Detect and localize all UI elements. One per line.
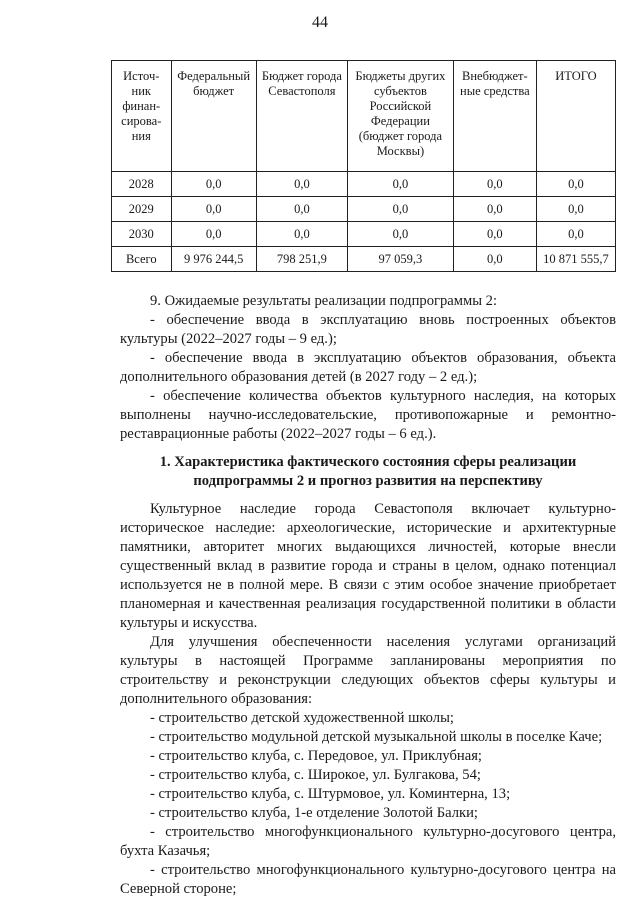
list-item: - обеспечение ввода в эксплуатацию вновь построенных объектов культуры (2022–2027 годы – 9 ед.); [120,312,616,347]
financing-table [111,60,616,272]
table-row-label: Всего [112,247,172,272]
list-item: - строительство модульной детской музыкальной школы в поселке Каче; [150,729,603,745]
list-item: - строительство клуба, с. Широкое, ул. Булгакова, 54; [150,767,481,783]
section-heading-line-1: 1. Характеристика фактического состояния сферы реализации [159,454,577,470]
table-cell: 0,0 [256,222,347,247]
table-cell: 9 976 244,5 [171,247,256,272]
paragraph-cultural-heritage: Культурное наследие города Севастополя включает культурно-историческое наследие: археологические, исторические и архитектурные памятники, авторитет многих выдающихся личностей, которые внесли существенный вклад в развитие города и страны в целом, однако потенциал используется не в полной мере. В связи с этим особое значение приобретает планомерная и качественная реализация государственной политики в области культуры и искусства. [120,501,616,631]
table-cell: 0,0 [256,172,347,197]
table-cell: 0,0 [171,222,256,247]
paragraph-improvement: Для улучшения обеспеченности населения услугами организаций культуры в настоящей Программе запланированы мероприятия по строительству и реконструкции следующих объектов сферы культуры и дополнительного образования: [120,634,616,707]
table-cell: 10 871 555,7 [536,247,615,272]
table-cell: 0,0 [348,197,454,222]
list-item: - строительство многофункционального культурно-досугового центра, бухта Казачья; [120,824,616,859]
table-cell: 0,0 [453,247,536,272]
table-header-row [112,61,616,172]
table-cell: 0,0 [536,172,615,197]
table-row-label: 2028 [112,172,172,197]
table-cell: 798 251,9 [256,247,347,272]
list-item: - обеспечение ввода в эксплуатацию объектов образования, объекта дополнительного образования детей (в 2027 году – 2 ед.); [120,350,616,385]
table-cell: 0,0 [256,197,347,222]
page-number: 44 [312,14,328,31]
table-cell: 0,0 [348,222,454,247]
section-9 [120,292,616,444]
section-1-body [120,500,616,899]
section-heading-line-2: подпрограммы 2 и прогноз развития на перспективу [193,473,543,489]
table-cell: 0,0 [453,197,536,222]
table-row [112,222,616,247]
list-item: - обеспечение количества объектов культурного наследия, на которых выполнены научно-исследовательские, противопожарные и ремонтно-реставрационные работы (2022–2027 годы – 6 ед.). [120,388,616,442]
table-cell: 0,0 [171,172,256,197]
table-cell: 0,0 [171,197,256,222]
table-cell: 0,0 [536,222,615,247]
header-extrabudgetary: Внебюджет- ные средства [453,61,536,172]
section-1 [120,453,616,491]
table-row [112,172,616,197]
list-item: - строительство многофункционального культурно-досугового центра на Северной стороне; [120,862,616,897]
table-cell: 0,0 [453,222,536,247]
list-item: - строительство клуба, с. Передовое, ул. Приклубная; [150,748,482,764]
header-total: ИТОГО [536,61,615,172]
header-funding-source: Источ- ник финан- сирова- ния [112,61,172,172]
table-row-label: 2029 [112,197,172,222]
table-cell: 0,0 [348,172,454,197]
table-cell: 97 059,3 [348,247,454,272]
list-item: - строительство детской художественной школы; [150,710,454,726]
table-cell: 0,0 [536,197,615,222]
header-federal-budget: Федеральный бюджет [171,61,256,172]
table-row [112,197,616,222]
table-cell: 0,0 [453,172,536,197]
table-row-label: 2030 [112,222,172,247]
header-sevastopol-budget: Бюджет города Севастополя [256,61,347,172]
header-other-subjects-budget: Бюджеты других субъектов Российской Федерации (бюджет города Москвы) [348,61,454,172]
section-9-title: 9. Ожидаемые результаты реализации подпрограммы 2: [150,293,498,309]
list-item: - строительство клуба, 1-е отделение Золотой Балки; [150,805,478,821]
table-row [112,247,616,272]
list-item: - строительство клуба, с. Штурмовое, ул. Коминтерна, 13; [150,786,511,802]
